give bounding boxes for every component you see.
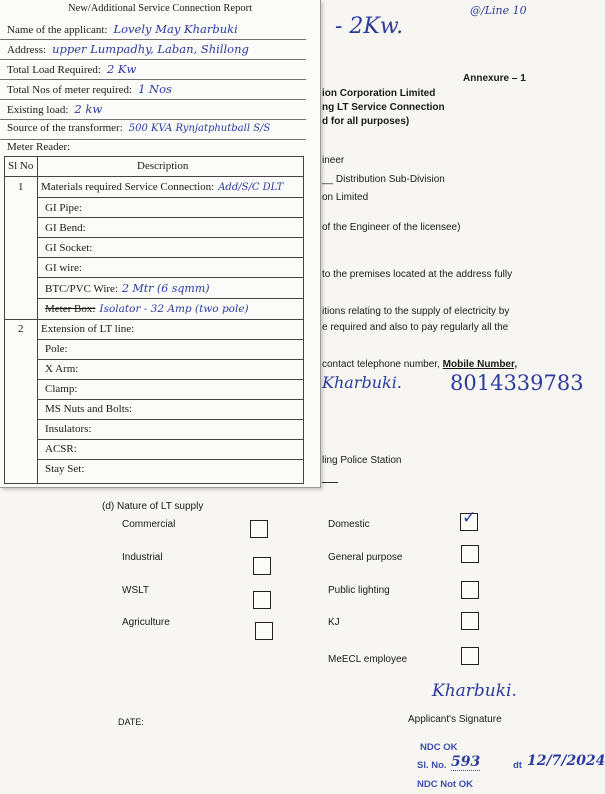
table-rule	[37, 359, 303, 360]
total-load-value: 2 Kw	[106, 62, 137, 76]
checkbox-general-purpose[interactable]	[461, 545, 479, 563]
licensee-fragment: of the Engineer of the licensee)	[322, 222, 461, 233]
meter-reader-label: Meter Reader:	[7, 141, 71, 153]
ms-nuts-label: MS Nuts and Bolts:	[45, 403, 133, 415]
report-title: New/Additional Service Connection Report	[67, 3, 252, 14]
checkbox-wslt[interactable]	[253, 591, 271, 609]
x-arm-label: X Arm:	[45, 363, 79, 375]
meter-box-value: Isolator - 32 Amp (two pole)	[99, 303, 249, 315]
btc-wire-value: 2 Mtr (6 sqmm)	[122, 282, 210, 295]
meters-label: Total Nos of meter required:	[7, 84, 133, 96]
signature-label: Applicant's Signature	[408, 714, 502, 725]
table-rule	[37, 459, 303, 460]
existing-load-value: 2 kw	[74, 102, 103, 116]
checkbox-domestic[interactable]	[460, 508, 478, 531]
checkbox-public-lighting[interactable]	[461, 581, 479, 599]
divider	[0, 79, 306, 80]
table-rule	[37, 339, 303, 340]
corner-note: @/Line 10	[470, 4, 527, 17]
handwritten-name-fragment: Kharbuki.	[322, 373, 402, 392]
check-mark-icon: ✓	[462, 508, 477, 528]
stay-set-label: Stay Set:	[45, 463, 85, 475]
heading-line-3: d for all purposes)	[322, 116, 410, 127]
option-label-kj: KJ	[328, 617, 340, 628]
underline-fragment	[322, 482, 338, 483]
heading-line-1: ion Corporation Limited	[322, 88, 436, 99]
checkbox-kj[interactable]	[461, 612, 479, 630]
pole-label: Pole:	[45, 343, 68, 355]
service-connection-report	[0, 0, 321, 488]
stamp-sl-value: 593	[451, 754, 481, 770]
limited-fragment: on Limited	[322, 192, 369, 203]
address-field	[7, 42, 249, 56]
meter-box-field: Meter Box: Isolator - 32 Amp (two pole)	[45, 303, 249, 315]
option-label-public-lighting: Public lighting	[328, 585, 390, 596]
table-rule	[37, 399, 303, 400]
divider	[0, 59, 306, 60]
table-rule	[37, 217, 303, 218]
table-rule	[37, 237, 303, 238]
ndc-stamp	[405, 735, 605, 793]
stamp-date-value: 12/7/2024	[527, 753, 605, 769]
heading-line-2: ng LT Service Connection	[322, 102, 445, 113]
table-rule	[37, 277, 303, 278]
row2-number: 2	[18, 323, 24, 335]
row2-description: Extension of LT line:	[41, 323, 135, 335]
option-label-agriculture: Agriculture	[122, 617, 170, 628]
transformer-field	[7, 122, 270, 134]
divider	[0, 119, 306, 120]
col-header-description: Description	[137, 160, 189, 172]
address-label: Address:	[7, 44, 47, 56]
table-rule	[37, 298, 303, 299]
existing-load-field	[7, 102, 102, 116]
total-load-field	[7, 62, 136, 76]
date-label: DATE:	[118, 717, 144, 727]
meters-field	[7, 82, 172, 96]
table-rule	[37, 197, 303, 198]
divider	[0, 39, 306, 40]
engineer-fragment: ineer	[322, 155, 345, 166]
row1-number: 1	[18, 181, 24, 193]
acsr-label: ACSR:	[45, 443, 77, 455]
checkbox-agriculture[interactable]	[255, 622, 273, 640]
stamp-ndc-not-ok: NDC Not OK	[417, 779, 473, 790]
applicant-signature: Kharbuki.	[432, 681, 517, 701]
address-value: upper Lumpadhy, Laban, Shillong	[52, 42, 249, 56]
mobile-number-label: Mobile Number,	[442, 359, 518, 370]
stamp-date-prefix: dt	[513, 760, 522, 771]
gi-socket-label: GI Socket:	[45, 242, 93, 254]
transformer-label: Source of the transformer:	[7, 122, 123, 134]
btc-wire-field: BTC/PVC Wire: 2 Mtr (6 sqmm)	[45, 282, 210, 295]
checkbox-meecl-employee[interactable]	[461, 647, 479, 665]
col-header-slno: Sl No	[8, 160, 34, 172]
applicant-value: Lovely May Kharbuki	[113, 22, 238, 36]
contact-fragment: contact telephone number, Mobile Number,	[322, 359, 518, 370]
applicant-field	[7, 22, 238, 36]
table-column-divider	[37, 157, 38, 483]
stamp-sl-label: Sl. No.	[417, 760, 447, 771]
table-rule	[37, 257, 303, 258]
divider	[0, 99, 306, 100]
required-fragment: e required and also to pay regularly all the	[322, 322, 509, 333]
table-rule	[5, 176, 303, 177]
gi-pipe-label: GI Pipe:	[45, 202, 82, 214]
option-label-industrial: Industrial	[122, 552, 163, 563]
total-load-label: Total Load Required:	[7, 64, 101, 76]
annexure-label: Annexure – 1	[463, 73, 526, 84]
option-label-meecl-employee: MeECL employee	[328, 654, 408, 665]
applicant-label: Name of the applicant:	[7, 24, 108, 36]
handwritten-load-note: - 2Kw.	[335, 14, 404, 39]
gi-bend-label: GI Bend:	[45, 222, 86, 234]
gi-wire-label: GI wire:	[45, 262, 82, 274]
materials-table	[4, 156, 304, 484]
transformer-value: 500 KVA Rynjatphutball S/S	[128, 123, 271, 134]
row1-value: Add/S/C DLT	[218, 182, 284, 193]
checkbox-industrial[interactable]	[253, 557, 271, 575]
distribution-fragment: __ Distribution Sub-Division	[322, 174, 445, 185]
clamp-label: Clamp:	[45, 383, 78, 395]
table-rule	[37, 379, 303, 380]
conditions-fragment: itions relating to the supply of electricity by	[322, 306, 510, 317]
stamp-ndc-ok: NDC OK	[420, 742, 458, 753]
existing-load-label: Existing load:	[7, 104, 69, 116]
option-label-domestic: Domestic	[328, 519, 370, 530]
meters-value: 1 Nos	[138, 82, 172, 96]
insulators-label: Insulators:	[45, 423, 92, 435]
row1-description: Materials required Service Connection: Add/S/C DLT	[41, 181, 284, 193]
checkbox-commercial[interactable]	[250, 520, 268, 538]
handwritten-mobile: 8014339783	[450, 371, 584, 395]
table-rule	[37, 419, 303, 420]
option-label-wslt: WSLT	[122, 585, 150, 596]
supply-section-title: (d) Nature of LT supply	[102, 501, 204, 512]
table-rule	[5, 319, 303, 320]
divider	[0, 139, 306, 140]
table-rule	[37, 439, 303, 440]
police-fragment: ling Police Station	[322, 455, 402, 466]
premises-fragment: to the premises located at the address fully	[322, 269, 513, 280]
option-label-general-purpose: General purpose	[328, 552, 403, 563]
option-label-commercial: Commercial	[122, 519, 176, 530]
